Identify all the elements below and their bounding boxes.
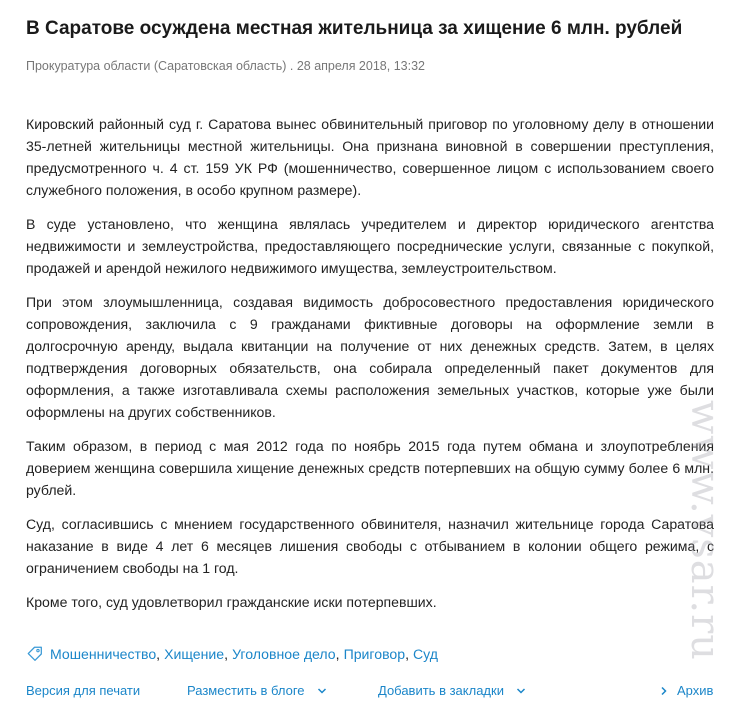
article-paragraph: При этом злоумышленница, создавая видимость добросовестного предоставления юридического сопровождения, заключила с 9 гражданами фиктивные договоры на оформление земли в долгосрочную аренду, выдала квитанции на получение от них денежных средств. Затем, в целях подтверждения договорных обязательств, она собирала определенный пакет документов для оформления, а также изготавливала схемы расположения земельных участков, которые уже были оформлены на других собственников. xyxy=(26,294,714,420)
tag-separator: , xyxy=(156,646,161,662)
print-version-link[interactable] xyxy=(26,681,140,701)
tag-link-criminal-case[interactable]: Уголовное дело xyxy=(232,646,336,662)
article-actions xyxy=(26,681,742,701)
tag-list xyxy=(26,643,714,665)
post-to-blog-label: Разместить в блоге xyxy=(187,683,305,698)
chevron-right-icon xyxy=(659,686,669,696)
tag-separator: , xyxy=(335,646,340,662)
article-paragraph: Кировский районный суд г. Саратова вынес обвинительный приговор по уголовному делу в отношении 35-летней жительницы местной жительницы. Она признана виновной в совершении преступления, предусмотренного ч. 4 ст. 159 УК РФ (мошенничество, совершенное лицом с использованием своего служебного положения, в особо крупном размере). xyxy=(26,116,714,198)
tag-link-sentence[interactable]: Приговор xyxy=(343,646,406,662)
chevron-down-icon xyxy=(317,686,327,696)
article-title: В Саратове осуждена местная жительница за хищение 6 млн. рублей xyxy=(26,18,683,39)
watermark-text: www.vsar.ru xyxy=(682,400,728,661)
add-bookmark-button[interactable] xyxy=(378,681,526,701)
tag-link-theft[interactable]: Хищение xyxy=(164,646,225,662)
archive-label: Архив xyxy=(677,683,714,698)
article-paragraph: Суд, согласившись с мнением государственного обвинителя, назначил жительнице города Саратова наказание в виде 4 лет 6 месяцев лишения свободы с отбыванием в колонии общего режима, с ограничением свободы на 1 год. xyxy=(26,516,714,576)
add-bookmark-label: Добавить в закладки xyxy=(378,683,504,698)
tag-link-fraud[interactable]: Мошенничество xyxy=(50,646,157,662)
article-body xyxy=(26,113,714,625)
post-to-blog-button[interactable] xyxy=(187,681,327,701)
archive-link[interactable] xyxy=(659,681,713,701)
tag-link-court[interactable]: Суд xyxy=(413,646,438,662)
chevron-down-icon xyxy=(516,686,526,696)
article-paragraph: Таким образом, в период с мая 2012 года по ноябрь 2015 года путем обмана и злоупотребления доверием женщина совершила хищение денежных средств потерпевших на общую сумму более 6 млн. рублей. xyxy=(26,438,714,498)
article-paragraph: Кроме того, суд удовлетворил гражданские иски потерпевших. xyxy=(26,594,437,610)
tag-icon xyxy=(26,645,44,663)
print-version-label: Версия для печати xyxy=(26,683,141,698)
article-paragraph: В суде установлено, что женщина являлась учредителем и директор юридического агентства недвижимости и землеустройства, предоставляющего посреднические услуги, связанные с покупкой, продажей и арендой нежилого недвижимого имущества, землеустроительством. xyxy=(26,216,714,276)
article-meta: Прокуратура области (Саратовская область) . 28 апреля 2018, 13:32 xyxy=(26,59,425,73)
tag-separator: , xyxy=(405,646,409,662)
tag-separator: , xyxy=(224,646,229,662)
